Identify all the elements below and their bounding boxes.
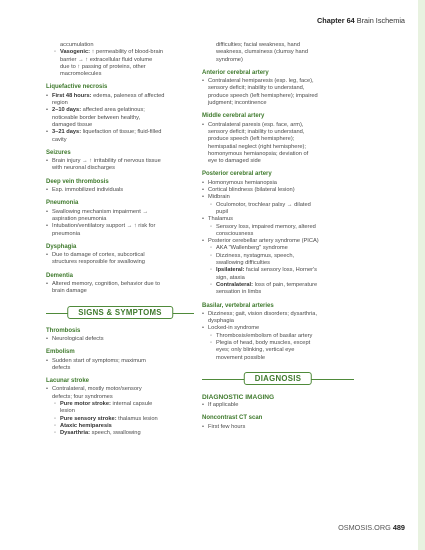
section-heading: Thrombosis [46,327,81,334]
list-item: defects; four syndromes [52,393,113,400]
list-item: aspiration pneumonia [52,215,107,222]
list-item: consciousness [216,230,254,237]
list-item: • Esp. immobilized individuals [46,187,194,194]
list-item: macromolecules [60,71,102,78]
list-item: • Dizziness; gait, vision disorders; dysarthria, [202,311,354,318]
right-column [202,42,354,431]
section-heading: Basilar, vertebral arteries [202,302,274,309]
list-item: • Locked-in syndrome [202,325,354,332]
list-item: eye to damaged side [208,158,261,165]
list-item: • Sudden start of symptoms; maximum [46,358,194,365]
list-item: defects [52,364,71,371]
list-item: due to ↑ passing of proteins, other [60,63,146,70]
section-heading: Lacunar stroke [46,378,90,385]
section-heading: Dysphagia [46,243,77,250]
list-item: ◦ Vasogenic: ↑ permeability of blood-brain [46,49,194,56]
list-item: pneumonia [52,230,81,237]
list-item: • Homonymous hemianopsia [202,180,354,187]
signs-symptoms-banner [46,306,194,320]
list-item: pupil [216,208,229,215]
list-item: • First few hours [202,424,354,431]
list-item: ◦ Pure motor stroke: internal capsule [46,401,194,408]
left-column [46,42,194,437]
list-item: homonymous hemianopsia; deviation of [208,150,309,157]
list-item: eyes; only blinking, vertical eye [216,347,295,354]
list-item: • Due to damage of cortex, subcortical [46,252,194,259]
section-heading: Pneumonia [46,200,79,207]
intro-list [46,42,194,78]
section-heading: Embolism [46,349,75,356]
list-item: sensory deficit; inability to understand, [208,128,305,135]
list-item: dysphagia [208,318,234,325]
list-item: judgment; incontinence [208,100,267,107]
list-item: swallowing difficulties [216,260,270,267]
list-item: • Contralateral hemiparesis (esp. leg, face), [202,78,354,85]
list-item: • Swallowing mechanism impairment → [46,209,194,216]
banner-title: DIAGNOSIS [244,372,312,385]
list-item: ◦ Dysarthria: speech, swallowing [46,430,194,437]
list-item: difficulties; facial weakness, hand [216,42,300,48]
list-item: region [52,100,68,107]
list-item: • Brain injury → ↑ irritability of nervous tissue [46,158,194,165]
list-item: movement possible [216,354,265,361]
list-item: ◦ Thrombosis/embolism of basilar artery [202,333,354,340]
list-item: lesion [60,408,75,415]
section-heading: Dementia [46,272,74,279]
page-footer [338,523,405,532]
diagnosis-banner [202,372,354,386]
section-heading: Posterior cerebral artery [202,171,272,178]
list-item: sensation in limbs [216,289,262,296]
list-item: accumulation [60,42,94,48]
list-item: • If applicable [202,402,354,409]
list-item: brain damage [52,288,87,295]
list-item: • 3–21 days: liquefaction of tissue; fluid-filled [46,129,194,136]
list-item: • Intubation/ventilatory support → ↑ risk for [46,223,194,230]
list-item: • Midbrain [202,194,354,201]
list-item: damaged tissue [52,121,93,128]
list-item: noticeable border between healthy, [52,114,141,121]
section-heading: DIAGNOSTIC IMAGING [202,393,275,401]
chapter-number: Chapter 64 [316,16,355,25]
list-item: ◦ Contralateral: loss of pain, temperature [202,282,354,289]
page-number: 489 [392,523,405,532]
page-header [317,16,405,25]
list-item: ◦ Ataxic hemiparesis [46,423,194,430]
list-item: • 2–10 days: affected area gelatinous; [46,107,194,114]
list-item: sign, ataxia [216,274,245,281]
list-item: ◦ Plegia of head, body muscles, except [202,340,354,347]
section-heading: Liquefactive necrosis [46,84,108,91]
list-item: ◦ Dizziness, nystagmus, speech, [202,253,354,260]
list-item: ◦ AKA "Wallenberg" syndrome [202,245,354,252]
list-item: • First 48 hours: edema, paleness of affected [46,93,194,100]
list-item: structures responsible for swallowing [52,259,145,266]
section-heading: Anterior cerebral artery [202,69,269,76]
list-item: ◦ Oculomotor, trochlear palsy → dilated [202,202,354,209]
list-item: • Altered memory, cognition, behavior due to [46,281,194,288]
chapter-title: Brain Ischemia [356,16,405,25]
list-item: • Cortical blindness (bilateral lesion) [202,187,354,194]
list-item: weakness, clumsiness (clumsy hand [216,49,308,56]
list-item: sensory deficit; inability to understand, [208,85,305,92]
section-heading: Noncontrast CT scan [202,415,263,422]
list-item: ◦ Ipsilateral: facial sensory loss, Horner's [202,267,354,274]
list-item: ◦ Pure sensory stroke: thalamus lesion [46,416,194,423]
list-item: produce speech (left hemisphere); impaired [208,92,318,99]
list-item: • Neurological defects [46,336,194,343]
list-item: produce speech (left hemisphere); [208,136,295,143]
list-item: barrier → ↑ extracellular fluid volume [60,56,153,63]
list-item: • Thalamus [202,216,354,223]
liquefactive-list [46,93,194,144]
site-name: OSMOSIS.ORG [338,523,391,532]
list-item: cavity [52,136,67,143]
list-item: with neuronal discharges [52,165,115,172]
section-heading: Seizures [46,149,71,156]
list-item: • Contralateral paresis (esp. face, arm), [202,122,354,129]
list-item: ◦ Sensory loss, impaired memory, altered [202,224,354,231]
list-item: syndrome) [216,56,243,63]
list-item: hemispatial neglect (right hemisphere); [208,143,306,150]
side-accent-bar [418,0,425,550]
list-item: • Posterior cerebellar artery syndrome (PICA) [202,238,354,245]
list-item: • Contralateral, mostly motor/sensory [46,386,194,393]
section-heading: Middle cerebral artery [202,113,265,120]
section-heading: Deep vein thrombosis [46,178,109,185]
banner-title: SIGNS & SYMPTOMS [67,306,173,319]
